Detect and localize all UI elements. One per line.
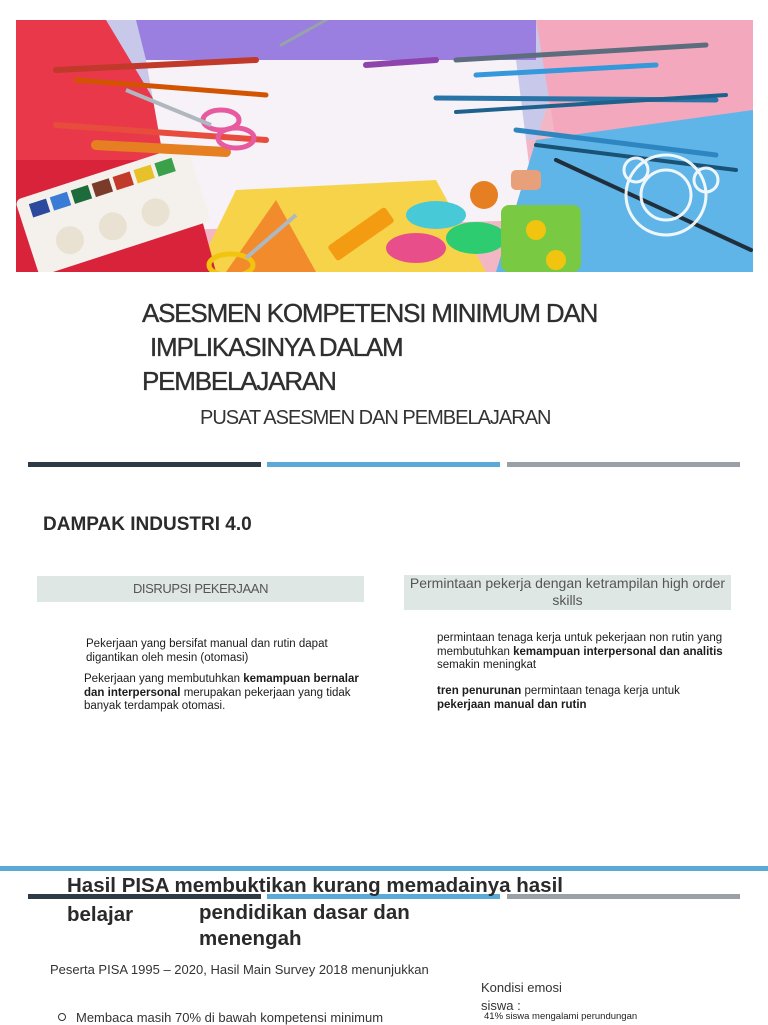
- divider-bar-dark: [28, 462, 261, 467]
- text-span: permintaan tenaga kerja untuk: [521, 685, 680, 697]
- bold-span: pekerjaan manual dan rutin: [437, 698, 587, 711]
- bullet-item: [58, 1010, 383, 1025]
- pisa-intro-text: Peserta PISA 1995 – 2020, Hasil Main Survey 2018 menunjukkan: [50, 962, 429, 977]
- text-span: semakin meningkat: [437, 659, 537, 671]
- label-box-permintaan: Permintaan pekerja dengan ketrampilan high order skills: [404, 575, 731, 610]
- title-line-3: PEMBELAJARAN: [142, 366, 336, 396]
- slide-title: [142, 296, 702, 398]
- hero-image: [16, 20, 753, 272]
- text-span: permintaan tenaga kerja untuk pekerjaan non rutin yang membutuhkan: [437, 632, 723, 658]
- stat-text: 41% siswa mengalami perundungan: [484, 1011, 638, 1022]
- label-box-disrupsi: DISRUPSI PEKERJAAN: [37, 576, 364, 602]
- kondisi-label: Kondisi emosi siswa :: [481, 980, 562, 1013]
- section-heading: DAMPAK INDUSTRI 4.0: [43, 514, 252, 535]
- bold-span: tren penurunan: [437, 685, 522, 697]
- slide-separator: [0, 866, 768, 871]
- text-span: merupakan pekerjaan yang tidak banyak terdampak otomasi.: [84, 686, 351, 712]
- paragraph-nonrutin: [437, 632, 737, 673]
- paragraph-manual: Pekerjaan yang bersifat manual dan rutin dapat digantikan oleh mesin (otomasi): [86, 638, 328, 664]
- slide-subtitle: PUSAT ASESMEN DAN PEMBELAJARAN: [200, 407, 551, 429]
- text-span: Pekerjaan yang membutuhkan: [84, 673, 244, 685]
- bold-span: kemampuan bernalar dan interpersonal: [84, 673, 359, 699]
- bullet-circle-icon: [58, 1013, 66, 1021]
- pisa-heading-line-1: Hasil PISA membuktikan kurang memadainya hasil: [67, 874, 563, 897]
- pisa-heading-line-3: pendidikan dasar dan menengah: [199, 901, 410, 950]
- paragraph-tren: [437, 685, 737, 712]
- bold-span: kemampuan interpersonal dan analitis: [513, 645, 723, 658]
- title-line-1: ASESMEN KOMPETENSI MINIMUM DAN: [142, 298, 598, 328]
- paragraph-interpersonal: [84, 673, 374, 714]
- pisa-heading-line-2: belajar: [67, 903, 134, 926]
- title-line-2: IMPLIKASINYA DALAM: [150, 332, 403, 362]
- bullet-text: Membaca masih 70% di bawah kompetensi minimum: [76, 1010, 384, 1025]
- divider-bar-gray: [507, 462, 740, 467]
- divider-bar-blue: [267, 462, 500, 467]
